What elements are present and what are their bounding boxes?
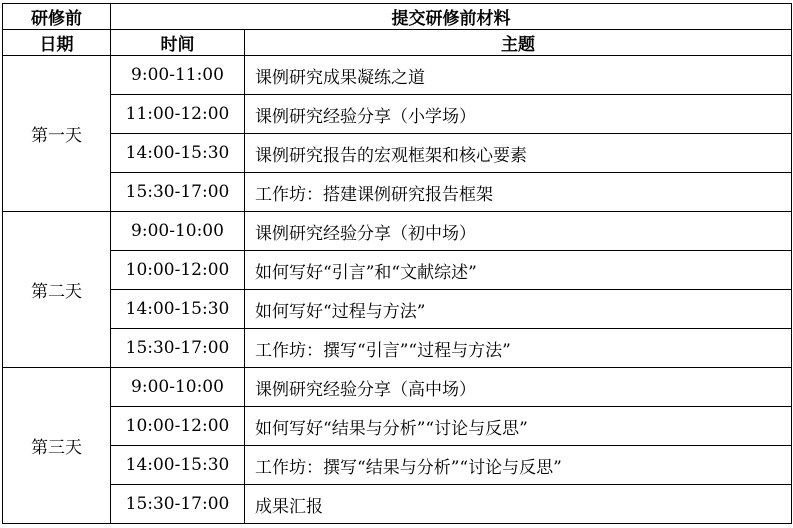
table-row [3, 407, 792, 446]
session-topic: 如何写好“引言”和“文献综述” [245, 251, 792, 290]
header-date: 日期 [3, 30, 111, 56]
header-time: 时间 [111, 30, 245, 56]
session-topic: 工作坊：撰写“结果与分析”“讨论与反思” [245, 446, 792, 485]
session-time: 9:00-11:00 [111, 56, 245, 95]
session-topic: 工作坊：搭建课例研究报告框架 [245, 173, 792, 212]
session-time: 14:00-15:30 [111, 134, 245, 173]
session-topic: 课例研究经验分享（高中场） [245, 368, 792, 407]
session-time: 9:00-10:00 [111, 212, 245, 251]
header-topic: 主题 [245, 30, 792, 56]
table-row [3, 446, 792, 485]
session-time: 15:30-17:00 [111, 173, 245, 212]
table-row [3, 95, 792, 134]
session-time: 10:00-12:00 [111, 251, 245, 290]
table-row [3, 173, 792, 212]
header-pre-training: 研修前 [3, 4, 111, 30]
table-row [3, 134, 792, 173]
session-topic: 如何写好“过程与方法” [245, 290, 792, 329]
session-topic: 工作坊：撰写“引言”“过程与方法” [245, 329, 792, 368]
session-time: 15:30-17:00 [111, 329, 245, 368]
session-time: 14:00-15:30 [111, 290, 245, 329]
table-row [3, 212, 792, 251]
day-label: 第一天 [3, 56, 111, 212]
session-topic: 如何写好“结果与分析”“讨论与反思” [245, 407, 792, 446]
session-topic: 课例研究经验分享（初中场） [245, 212, 792, 251]
session-time: 14:00-15:30 [111, 446, 245, 485]
header-row-1 [3, 4, 792, 30]
day-label: 第三天 [3, 368, 111, 524]
day-label: 第二天 [3, 212, 111, 368]
table-row [3, 290, 792, 329]
session-time: 11:00-12:00 [111, 95, 245, 134]
table-row [3, 368, 792, 407]
session-topic: 成果汇报 [245, 485, 792, 524]
session-time: 9:00-10:00 [111, 368, 245, 407]
header-row-2 [3, 30, 792, 56]
session-time: 15:30-17:00 [111, 485, 245, 524]
session-topic: 课例研究报告的宏观框架和核心要素 [245, 134, 792, 173]
session-time: 10:00-12:00 [111, 407, 245, 446]
table-row [3, 329, 792, 368]
session-topic: 课例研究成果凝练之道 [245, 56, 792, 95]
table-row [3, 56, 792, 95]
header-submit-materials: 提交研修前材料 [111, 4, 792, 30]
table-row [3, 251, 792, 290]
schedule-table [2, 3, 792, 524]
session-topic: 课例研究经验分享（小学场） [245, 95, 792, 134]
table-row [3, 485, 792, 524]
